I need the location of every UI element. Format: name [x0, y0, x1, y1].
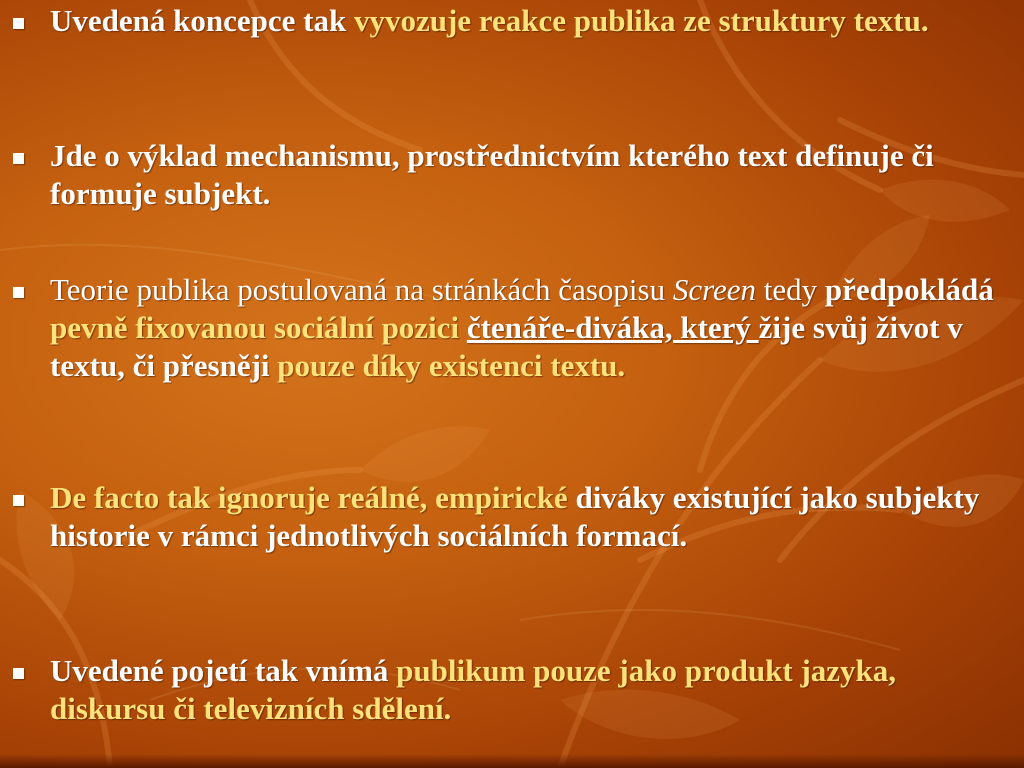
bullet-3-verb: předpokládá	[824, 272, 994, 307]
bullet-5	[50, 652, 1010, 728]
bullet-2	[50, 137, 1010, 213]
bullet-3	[50, 271, 1010, 385]
bullet-3-highlight-position: pevně fixovanou sociální pozici	[50, 310, 460, 345]
bullet-3-space	[459, 310, 467, 345]
bullet-3-underlined-reader: čtenáře-diváka, který	[466, 310, 759, 345]
bullet-3-text-life: žije svůj život v textu, či přesněji	[50, 310, 963, 383]
bullet-3-text-intro: Teorie publika postulovaná na stránkách časopisu	[50, 272, 673, 307]
bullet-2-text: Jde o výklad mechanismu, prostřednictvím kterého text definuje či formuje subjekt.	[50, 138, 934, 211]
bullet-4-text: diváky existující jako subjekty historie v rámci jednotlivých sociálních formací.	[50, 480, 980, 553]
square-bullet-icon	[13, 668, 24, 679]
square-bullet-icon	[13, 287, 24, 298]
bullet-5-text: Uvedené pojetí tak vnímá	[50, 653, 397, 688]
bullet-3-highlight-existence: pouze díky existenci textu.	[277, 348, 626, 383]
square-bullet-icon	[13, 495, 24, 506]
bullet-4-highlight: De facto tak ignoruje reálné, empirické	[50, 480, 576, 515]
bullet-1	[50, 2, 1010, 40]
bullet-4	[50, 479, 1010, 555]
bullet-5-highlight: publikum pouze jako produkt jazyka, diskursu či televizních sdělení.	[50, 653, 897, 726]
bullet-1-text: Uvedená koncepce tak	[50, 3, 354, 38]
bullet-3-journal-name: Screen	[672, 272, 757, 307]
square-bullet-icon	[13, 153, 24, 164]
bullet-3-text-tedy: tedy	[756, 272, 825, 307]
square-bullet-icon	[13, 18, 24, 29]
bullet-1-highlight: vyvozuje reakce publika ze struktury textu.	[353, 3, 929, 38]
